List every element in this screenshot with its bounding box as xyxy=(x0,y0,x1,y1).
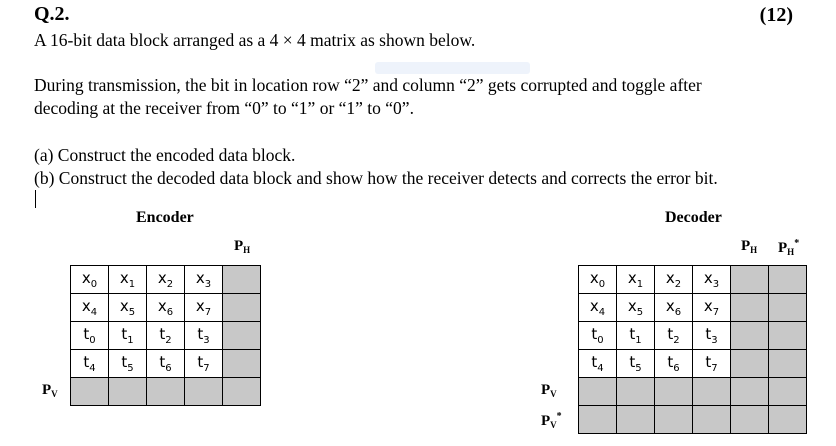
cell-symbol: x xyxy=(195,269,205,287)
cell-index: 0 xyxy=(598,279,606,290)
cell-index: 6 xyxy=(673,363,680,374)
cell-index: 7 xyxy=(711,363,718,374)
matrix-cell xyxy=(579,294,617,322)
cell-symbol: x xyxy=(195,297,205,315)
matrix-cell xyxy=(147,322,185,350)
matrix-cell xyxy=(109,350,147,378)
cell-index: 5 xyxy=(635,363,642,374)
matrix-cell xyxy=(185,322,223,350)
cell-index: 1 xyxy=(128,279,136,290)
decoder-parity-cell xyxy=(693,406,731,434)
decoder-parity-cell xyxy=(731,378,769,406)
cell-index: 6 xyxy=(674,307,682,318)
cell-index: 0 xyxy=(90,279,98,290)
encoder-pv-label: $P_V$ xyxy=(42,382,58,399)
matrix-row xyxy=(71,266,261,294)
encoder-title: Encoder xyxy=(136,209,194,226)
cell-symbol: x xyxy=(81,297,91,315)
matrix-cell xyxy=(109,322,147,350)
description-line-1: During transmission, the bit in location row “2” and column “2” gets corrupted and toggle after xyxy=(34,75,702,95)
cell-symbol: t xyxy=(121,353,128,371)
decoder-parity-cell xyxy=(769,266,807,294)
cell-symbol: x xyxy=(119,297,129,315)
decoder-parity-cell xyxy=(579,406,617,434)
cell-symbol: t xyxy=(197,325,204,343)
question-marks: (12) xyxy=(759,4,793,26)
cell-index: 2 xyxy=(673,335,680,346)
parity-row xyxy=(579,378,807,406)
decoder-parity-cell xyxy=(617,378,655,406)
decoder-parity-cell xyxy=(731,322,769,350)
matrix-cell xyxy=(109,266,147,294)
encoder-parity-cell xyxy=(223,294,261,322)
encoder-parity-cell xyxy=(109,378,147,406)
cell-symbol: x xyxy=(157,269,167,287)
matrix-cell xyxy=(71,266,109,294)
cell-symbol: t xyxy=(121,325,128,343)
cell-index: 1 xyxy=(635,335,642,346)
decoder-parity-cell xyxy=(731,266,769,294)
cell-symbol: x xyxy=(81,269,91,287)
cell-symbol: t xyxy=(159,353,166,371)
matrix-cell xyxy=(617,294,655,322)
encoder-ph-label: $P_H$ xyxy=(234,238,251,255)
cell-symbol: x xyxy=(627,269,637,287)
cell-index: 2 xyxy=(166,279,174,290)
decoder-parity-cell xyxy=(769,406,807,434)
cell-index: 7 xyxy=(203,363,210,374)
part-b-text: (b) Construct the decoded data block and show how the receiver detects and corrects the error bit. xyxy=(34,168,718,188)
matrix-cell xyxy=(655,294,693,322)
matrix-row xyxy=(579,322,807,350)
matrix-cell xyxy=(693,294,731,322)
cell-symbol: x xyxy=(665,269,675,287)
cell-symbol: x xyxy=(589,269,599,287)
matrix-cell xyxy=(185,294,223,322)
decoder-parity-cell xyxy=(693,378,731,406)
matrix-cell xyxy=(147,350,185,378)
matrix-cell xyxy=(147,266,185,294)
cell-symbol: x xyxy=(703,269,713,287)
cell-symbol: t xyxy=(591,325,598,343)
cell-index: 7 xyxy=(712,307,720,318)
cell-index: 2 xyxy=(674,279,682,290)
matrix-cell xyxy=(185,350,223,378)
encoder-parity-cell xyxy=(223,322,261,350)
encoder-parity-cell xyxy=(71,378,109,406)
cell-index: 4 xyxy=(90,307,98,318)
cell-symbol: t xyxy=(705,325,712,343)
decoder-parity-cell xyxy=(769,378,807,406)
matrix-cell xyxy=(617,350,655,378)
encoder-matrix xyxy=(70,265,261,406)
cell-index: 0 xyxy=(597,335,604,346)
cell-symbol: x xyxy=(665,297,675,315)
cell-index: 5 xyxy=(636,307,644,318)
parity-row xyxy=(579,406,807,434)
faint-overlay-button xyxy=(375,62,530,74)
cell-index: 1 xyxy=(636,279,644,290)
matrix-cell xyxy=(655,266,693,294)
decoder-parity-cell xyxy=(769,350,807,378)
decoder-parity-cell xyxy=(769,322,807,350)
matrix-cell xyxy=(71,294,109,322)
matrix-cell xyxy=(579,266,617,294)
encoder-parity-cell xyxy=(223,266,261,294)
text-cursor xyxy=(35,190,36,208)
decoder-parity-cell xyxy=(579,378,617,406)
matrix-cell xyxy=(579,350,617,378)
cell-symbol: t xyxy=(159,325,166,343)
encoder-parity-cell xyxy=(147,378,185,406)
cell-index: 7 xyxy=(204,307,212,318)
cell-index: 3 xyxy=(712,279,720,290)
matrix-cell xyxy=(617,266,655,294)
matrix-cell xyxy=(109,294,147,322)
matrix-cell xyxy=(71,322,109,350)
matrix-row xyxy=(71,322,261,350)
matrix-cell xyxy=(147,294,185,322)
cell-index: 2 xyxy=(165,335,172,346)
cell-index: 3 xyxy=(204,279,212,290)
part-a-text: (a) Construct the encoded data block. xyxy=(34,145,296,165)
cell-symbol: x xyxy=(119,269,129,287)
cell-index: 0 xyxy=(89,335,96,346)
matrix-row xyxy=(579,350,807,378)
cell-index: 4 xyxy=(597,363,604,374)
cell-symbol: t xyxy=(591,353,598,371)
cell-symbol: t xyxy=(705,353,712,371)
encoder-parity-cell xyxy=(223,378,261,406)
decoder-title: Decoder xyxy=(665,209,722,226)
cell-symbol: t xyxy=(667,325,674,343)
cell-index: 3 xyxy=(711,335,718,346)
decoder-pv-star-label: $P_V^*$ xyxy=(541,411,562,430)
matrix-cell xyxy=(617,322,655,350)
decoder-parity-cell xyxy=(655,378,693,406)
cell-index: 5 xyxy=(128,307,136,318)
cell-index: 3 xyxy=(203,335,210,346)
cell-symbol: t xyxy=(83,353,90,371)
decoder-parity-cell xyxy=(731,350,769,378)
cell-index: 1 xyxy=(127,335,134,346)
decoder-parity-cell xyxy=(731,294,769,322)
cell-symbol: t xyxy=(629,353,636,371)
cell-symbol: x xyxy=(589,297,599,315)
matrix-cell xyxy=(655,322,693,350)
matrix-row xyxy=(579,266,807,294)
matrix-row xyxy=(579,294,807,322)
decoder-pv-label: $P_V$ xyxy=(541,382,557,399)
matrix-row xyxy=(71,294,261,322)
decoder-parity-cell xyxy=(617,406,655,434)
parity-row xyxy=(71,378,261,406)
cell-index: 5 xyxy=(127,363,134,374)
decoder-matrix xyxy=(578,265,807,434)
decoder-ph-label: $P_H$ xyxy=(741,238,758,255)
cell-symbol: t xyxy=(629,325,636,343)
decoder-parity-cell xyxy=(769,294,807,322)
encoder-parity-cell xyxy=(223,350,261,378)
matrix-cell xyxy=(655,350,693,378)
cell-symbol: x xyxy=(627,297,637,315)
question-number: Q.2. xyxy=(34,3,70,25)
decoder-parity-cell xyxy=(655,406,693,434)
matrix-cell xyxy=(693,322,731,350)
decoder-parity-cell xyxy=(731,406,769,434)
matrix-cell xyxy=(693,266,731,294)
matrix-cell xyxy=(185,266,223,294)
decoder-ph-star-label: $P_H^*$ xyxy=(778,238,800,257)
cell-index: 6 xyxy=(166,307,174,318)
matrix-cell xyxy=(71,350,109,378)
cell-symbol: x xyxy=(703,297,713,315)
cell-index: 4 xyxy=(89,363,96,374)
intro-text: A 16-bit data block arranged as a 4 × 4 matrix as shown below. xyxy=(34,30,476,50)
matrix-row xyxy=(71,350,261,378)
cell-index: 6 xyxy=(165,363,172,374)
cell-symbol: x xyxy=(157,297,167,315)
description-line-2: decoding at the receiver from “0” to “1” or “1” to “0”. xyxy=(34,98,414,118)
matrix-cell xyxy=(579,322,617,350)
cell-symbol: t xyxy=(83,325,90,343)
cell-index: 4 xyxy=(598,307,606,318)
matrix-cell xyxy=(693,350,731,378)
cell-symbol: t xyxy=(667,353,674,371)
encoder-parity-cell xyxy=(185,378,223,406)
cell-symbol: t xyxy=(197,353,204,371)
